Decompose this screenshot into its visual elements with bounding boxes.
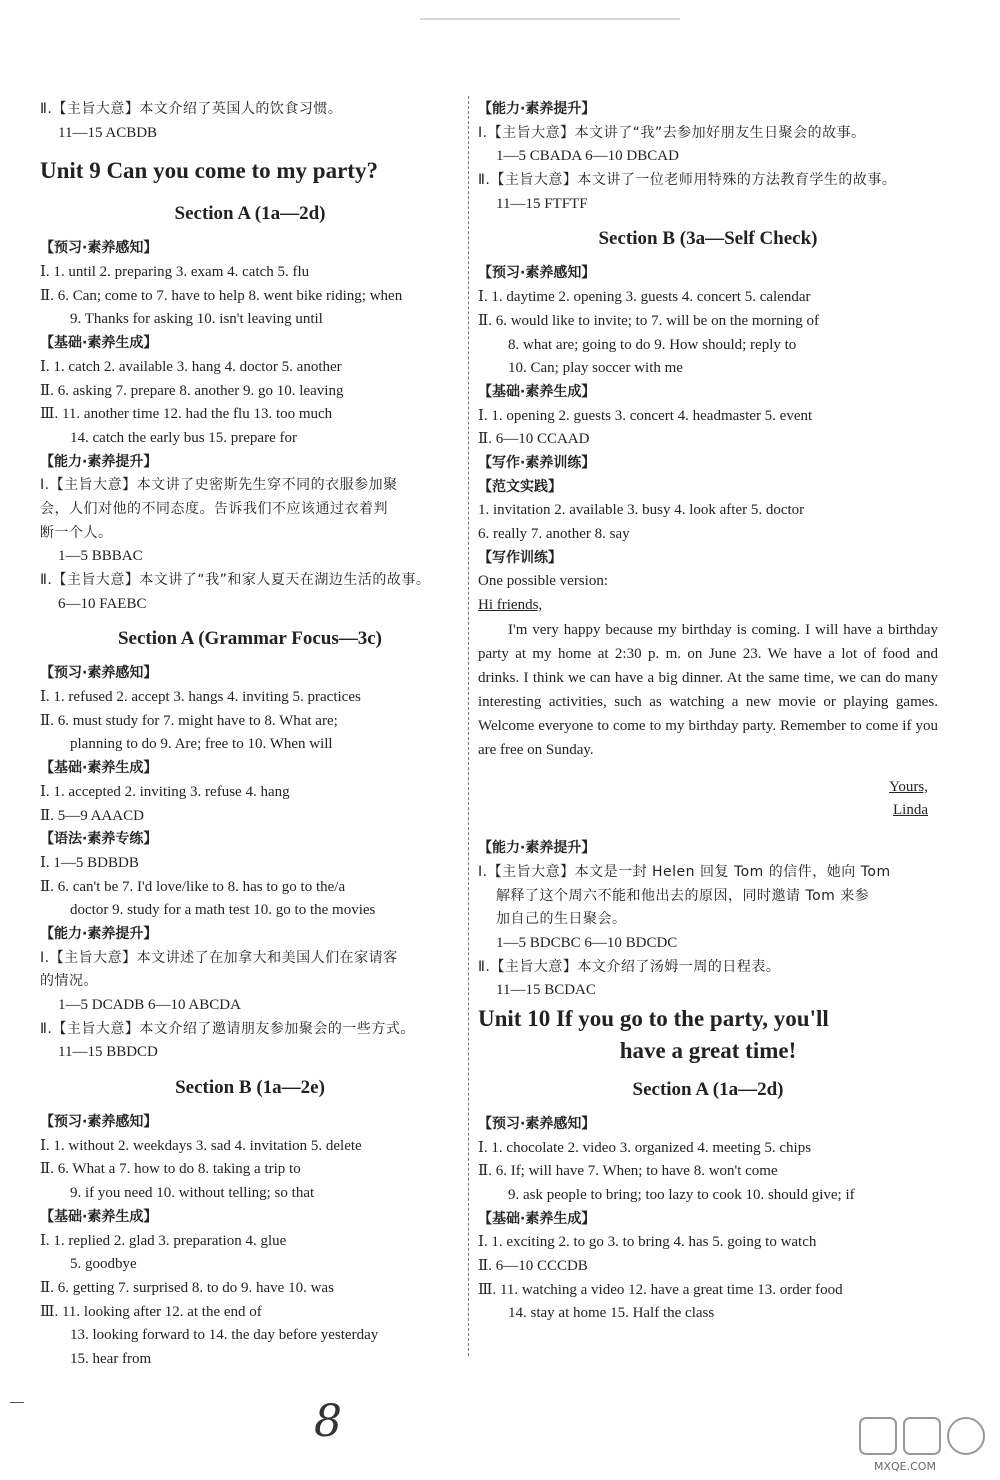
watermark-icon — [858, 1412, 988, 1460]
category-header: 【写作训练】 — [478, 549, 562, 566]
answer-line: Ⅰ.【主旨大意】本文是一封 Helen 回复 Tom 的信件，她向 Tom — [478, 863, 891, 880]
category-header: 【基础·素养生成】 — [478, 1210, 596, 1227]
category-header: 【预习·素养感知】 — [40, 240, 158, 257]
answer-line: 8. what are; going to do 9. How should; reply to — [508, 336, 797, 353]
answer-line: 11—15 BCDAC — [496, 982, 596, 999]
answer-line: 的情况。 — [40, 973, 98, 990]
unit-title-line2: have a great time! — [619, 1037, 797, 1063]
answer-line: Ⅰ. 1. without 2. weekdays 3. sad 4. invitation 5. delete — [40, 1137, 362, 1154]
answer-line: 13. looking forward to 14. the day before yesterday — [70, 1327, 379, 1344]
answer-line: Ⅰ. 1. until 2. preparing 3. exam 4. catch 5. flu — [40, 264, 310, 281]
unit-title: Unit 10 If you go to the party, you'll — [478, 1005, 829, 1031]
answer-line: Ⅰ. 1—5 BDBDB — [40, 854, 139, 871]
answer-line: Ⅲ. 11. another time 12. had the flu 13. too much — [40, 406, 333, 423]
answer-line: 5. goodbye — [70, 1256, 137, 1273]
answer-line: 11—15 ACBDB — [58, 124, 158, 141]
answer-line: 11—15 FTFTF — [496, 195, 588, 212]
essay-intro: One possible version: — [478, 573, 608, 590]
essay-body: I'm very happy because my birthday is coming. I will have a birthday party at my home at 2:30 p. m. on June 23. We have a lot of food and drinks. I think we can have a big dinner. At the same time, we can do many interesting activities, such as watching a new movie or playing games. Welcome everyone to come to my birthday party. Remember to come if you are free on Sunday. — [478, 621, 938, 758]
answer-line: Ⅰ. 1. accepted 2. inviting 3. refuse 4. hang — [40, 783, 290, 800]
category-header: 【能力·素养提升】 — [40, 453, 158, 470]
answer-line: Ⅱ. 6. getting 7. surprised 8. to do 9. have 10. was — [40, 1279, 334, 1296]
right-column — [478, 98, 938, 1326]
top-scan-mark — [420, 18, 680, 20]
category-header: 【基础·素养生成】 — [40, 760, 158, 777]
unit-title: Unit 9 Can you come to my party? — [40, 158, 378, 184]
answer-line: 断一个人。 — [40, 524, 113, 541]
watermark-text: MXQE.COM — [874, 1460, 936, 1473]
category-header: 【范文实践】 — [478, 478, 562, 495]
answer-line: 1—5 BDCBC 6—10 BDCDC — [496, 934, 678, 951]
answer-line: Ⅱ.【主旨大意】本文介绍了汤姆一周的日程表。 — [478, 958, 781, 975]
answer-line: Ⅱ. 5—9 AAACD — [40, 807, 144, 824]
category-header: 【预习·素养感知】 — [478, 265, 596, 282]
answer-line: 10. Can; play soccer with me — [508, 360, 683, 377]
answer-line: 1—5 CBADA 6—10 DBCAD — [496, 148, 679, 165]
answer-line: Ⅲ. 11. watching a video 12. have a great time 13. order food — [478, 1281, 843, 1298]
answer-line: 11—15 BBDCD — [58, 1044, 158, 1061]
answer-line: 14. stay at home 15. Half the class — [508, 1305, 715, 1322]
answer-line: Ⅱ.【主旨大意】本文介绍了英国人的饮食习惯。 — [40, 101, 343, 117]
watermark-logo — [858, 1412, 988, 1474]
answer-line: Ⅱ. 6—10 CCCDB — [478, 1258, 588, 1275]
answer-line: 1—5 BBBAC — [58, 548, 143, 565]
section-title: Section A (Grammar Focus—3c) — [117, 628, 383, 650]
answer-line: Ⅰ.【主旨大意】本文讲了“我”去参加好朋友生日聚会的故事。 — [478, 124, 866, 141]
answer-line: 9. if you need 10. without telling; so that — [70, 1185, 315, 1202]
answer-line: 会，人们对他的不同态度。告诉我们不应该通过衣着判 — [40, 500, 388, 517]
answer-line: 解释了这个周六不能和他出去的原因，同时邀请 Tom 来参 — [496, 887, 870, 904]
category-header: 【能力·素养提升】 — [478, 101, 596, 117]
answer-line: Ⅰ. 1. catch 2. available 3. hang 4. doctor 5. another — [40, 358, 342, 375]
category-header: 【预习·素养感知】 — [40, 665, 158, 682]
category-header: 【基础·素养生成】 — [478, 383, 596, 400]
answer-line: Ⅱ. 6. can't be 7. I'd love/like to 8. has to go to the/a — [40, 878, 346, 895]
essay-signature: Linda — [893, 802, 928, 819]
answer-line: planning to do 9. Are; free to 10. When will — [70, 736, 333, 753]
answer-line: Ⅱ. 6. If; will have 7. When; to have 8. won't come — [478, 1163, 778, 1180]
answer-line: 9. Thanks for asking 10. isn't leaving until — [70, 311, 323, 328]
answer-line: Ⅱ. 6. would like to invite; to 7. will be on the morning of — [478, 312, 819, 329]
answer-line: 15. hear from — [70, 1350, 152, 1367]
answer-line: Ⅱ. 6. Can; come to 7. have to help 8. went bike riding; when — [40, 287, 403, 304]
category-header: 【预习·素养感知】 — [40, 1114, 158, 1131]
answer-line: 6—10 FAEBC — [58, 595, 147, 612]
answer-line: Ⅱ.【主旨大意】本文讲了“我”和家人夏天在湖边生活的故事。 — [40, 572, 431, 588]
answer-line: 1. invitation 2. available 3. busy 4. look after 5. doctor — [478, 502, 805, 519]
section-title: Section B (3a—Self Check) — [598, 228, 818, 250]
category-header: 【基础·素养生成】 — [40, 335, 158, 352]
answer-line: 14. catch the early bus 15. prepare for — [70, 429, 297, 446]
answer-line: Ⅰ. 1. exciting 2. to go 3. to bring 4. has 5. going to watch — [478, 1234, 817, 1251]
answer-line: Ⅱ.【主旨大意】本文介绍了邀请朋友参加聚会的一些方式。 — [40, 1020, 415, 1037]
left-column — [40, 98, 460, 1372]
essay-closing: Yours, — [889, 778, 928, 795]
answer-line: Ⅰ. 1. refused 2. accept 3. hangs 4. inviting 5. practices — [40, 689, 361, 706]
category-header: 【写作·素养训练】 — [478, 454, 596, 471]
answer-line: Ⅱ. 6. What a 7. how to do 8. taking a trip to — [40, 1161, 301, 1178]
answer-line: Ⅰ. 1. opening 2. guests 3. concert 4. headmaster 5. event — [478, 407, 813, 424]
category-header: 【能力·素养提升】 — [40, 925, 158, 942]
answer-line: Ⅰ. 1. replied 2. glad 3. preparation 4. glue — [40, 1232, 287, 1249]
category-header: 【预习·素养感知】 — [478, 1115, 596, 1132]
answer-line: 6. really 7. another 8. say — [478, 526, 630, 542]
answer-line: Ⅱ. 6—10 CCAAD — [478, 431, 590, 448]
answer-line: 1—5 DCADB 6—10 ABCDA — [58, 997, 241, 1013]
answer-line: Ⅰ. 1. daytime 2. opening 3. guests 4. concert 5. calendar — [478, 289, 811, 306]
page-number: 8 — [314, 1396, 342, 1447]
answer-line: Ⅲ. 11. looking after 12. at the end of — [40, 1303, 262, 1320]
corner-mark — [10, 1402, 24, 1403]
section-title: Section A (1a—2d) — [632, 1078, 784, 1100]
answer-line: Ⅰ. 1. chocolate 2. video 3. organized 4. meeting 5. chips — [478, 1139, 812, 1156]
column-divider — [468, 96, 469, 1356]
answer-line: Ⅱ. 6. must study for 7. might have to 8. What are; — [40, 712, 338, 729]
answer-line: doctor 9. study for a math test 10. go to the movies — [70, 902, 376, 919]
answer-line: Ⅱ. 6. asking 7. prepare 8. another 9. go 10. leaving — [40, 382, 344, 399]
category-header: 【语法·素养专练】 — [40, 831, 158, 848]
section-title: Section B (1a—2e) — [175, 1077, 325, 1099]
answer-line: 加自己的生日聚会。 — [496, 911, 627, 928]
essay-greeting: Hi friends, — [478, 597, 543, 614]
answer-line: Ⅰ.【主旨大意】本文讲了史密斯先生穿不同的衣服参加聚 — [40, 477, 398, 494]
section-title: Section A (1a—2d) — [174, 203, 326, 225]
answer-line: Ⅱ.【主旨大意】本文讲了一位老师用特殊的方法教育学生的故事。 — [478, 172, 897, 189]
answer-line: 9. ask people to bring; too lazy to cook 10. should give; if — [508, 1187, 855, 1203]
category-header: 【能力·素养提升】 — [478, 840, 596, 857]
category-header: 【基础·素养生成】 — [40, 1208, 158, 1225]
answer-line: Ⅰ.【主旨大意】本文讲述了在加拿大和美国人们在家请客 — [40, 949, 398, 966]
